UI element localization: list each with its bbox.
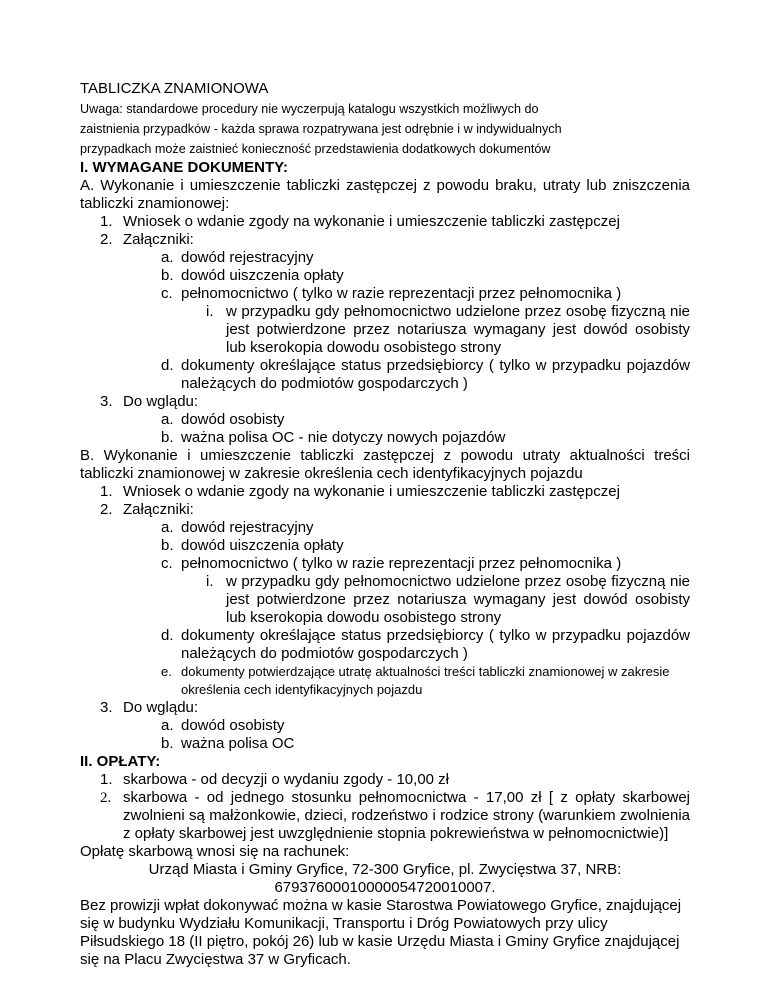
list-item: a. dowód rejestracyjny (161, 519, 314, 536)
account-number: 67937600010000054720010007. (274, 879, 496, 896)
list-item: d. dokumenty określające status przedsiębiorcy ( tylko w przypadku pojazdów należących do podmiotów gospodarczych ) (161, 357, 690, 392)
note-line: Uwaga: standardowe procedury nie wyczerpują katalogu wszystkich możliwych do (80, 102, 539, 116)
document-title: TABLICZKA ZNAMIONOWA (80, 80, 269, 97)
note-line: zaistnienia przypadków - każda sprawa rozpatrywana jest odrębnie i w indywidualnych (80, 122, 562, 136)
list-item: 1. Wniosek o wdanie zgody na wykonanie i umieszczenie tabliczki zastępczej (100, 213, 620, 230)
list-item: a. dowód osobisty (161, 717, 285, 734)
list-item: 1. Wniosek o wdanie zgody na wykonanie i umieszczenie tabliczki zastępczej (100, 483, 620, 500)
section-2-heading: II. OPŁATY: (80, 753, 161, 770)
list-item: i. w przypadku gdy pełnomocnictwo udzielone przez osobę fizyczną nie jest potwierdzone przez notariusza wymagany jest dowód osobisty lub kserokopia dowodu osobistego strony (206, 573, 690, 626)
list-item: d. dokumenty określające status przedsiębiorcy ( tylko w przypadku pojazdów należących do podmiotów gospodarczych ) (161, 627, 690, 662)
section-b-intro: B. Wykonanie i umieszczenie tabliczki zastępczej z powodu utraty aktualności treści tabliczki znamionowej w zakresie określenia cech identyfikacyjnych pojazdu (80, 447, 690, 482)
list-item: 3. Do wglądu: (100, 393, 199, 410)
section-1-heading: I. WYMAGANE DOKUMENTY: (80, 159, 289, 176)
note-line: przypadkach może zaistnieć konieczność przedstawienia dodatkowych dokumentów (80, 142, 551, 156)
list-item: c. pełnomocnictwo ( tylko w razie reprezentacji przez pełnomocnika ) (161, 555, 622, 572)
list-item: e. dokumenty potwierdzające utratę aktualności treści tabliczki znamionowej w zakresie określenia cech identyfikacyjnych pojazdu (161, 664, 670, 697)
document-page (80, 79, 690, 969)
list-item: b. ważna polisa OC - nie dotyczy nowych pojazdów (161, 429, 506, 446)
list-item: b. dowód uiszczenia opłaty (161, 267, 344, 284)
note-block (80, 99, 690, 159)
section-a-intro: A. Wykonanie i umieszczenie tabliczki zastępczej z powodu braku, utraty lub zniszczenia tabliczki znamionowej: (80, 177, 690, 212)
fee-item: 1. skarbowa - od decyzji o wydaniu zgody - 10,00 zł (100, 771, 450, 788)
fee-item: 2. skarbowa - od jednego stosunku pełnomocnictwa - 17,00 zł [ z opłaty skarbowej zwolnieni są małżonkowie, dzieci, rodzeństwo i rodzice strony (warunkiem zwolnienia z opłaty skarbowej jest uwzględnienie stopnia pokrewieństwa w pełnomocnictwie)] (100, 789, 690, 842)
list-item: a. dowód osobisty (161, 411, 285, 428)
closing-paragraph: Bez prowizji wpłat dokonywać można w kasie Starostwa Powiatowego Gryfice, znajdującej się w budynku Wydziału Komunikacji, Transportu i Dróg Powiatowych przy ulicy Piłsudskiego 18 (II piętro, pokój 26) lub w kasie Urzędu Miasta i Gminy Gryfice znajdującej się na Placu Zwycięstwa 37 w Gryficach. (80, 897, 682, 968)
list-item: a. dowód rejestracyjny (161, 249, 314, 266)
list-item: i. w przypadku gdy pełnomocnictwo udzielone przez osobę fizyczną nie jest potwierdzone przez notariusza wymagany jest dowód osobisty lub kserokopia dowodu osobistego strony (206, 303, 690, 356)
list-item: c. pełnomocnictwo ( tylko w razie reprezentacji przez pełnomocnika ) (161, 285, 622, 302)
list-item: 2. Załączniki: (100, 231, 194, 248)
list-item: 2. Załączniki: (100, 501, 194, 518)
payment-intro: Opłatę skarbową wnosi się na rachunek: (80, 843, 350, 860)
list-item: b. ważna polisa OC (161, 735, 295, 752)
list-item: b. dowód uiszczenia opłaty (161, 537, 344, 554)
account-line: Urząd Miasta i Gminy Gryfice, 72-300 Gryfice, pl. Zwycięstwa 37, NRB: (148, 861, 622, 878)
list-item: 3. Do wglądu: (100, 699, 199, 716)
